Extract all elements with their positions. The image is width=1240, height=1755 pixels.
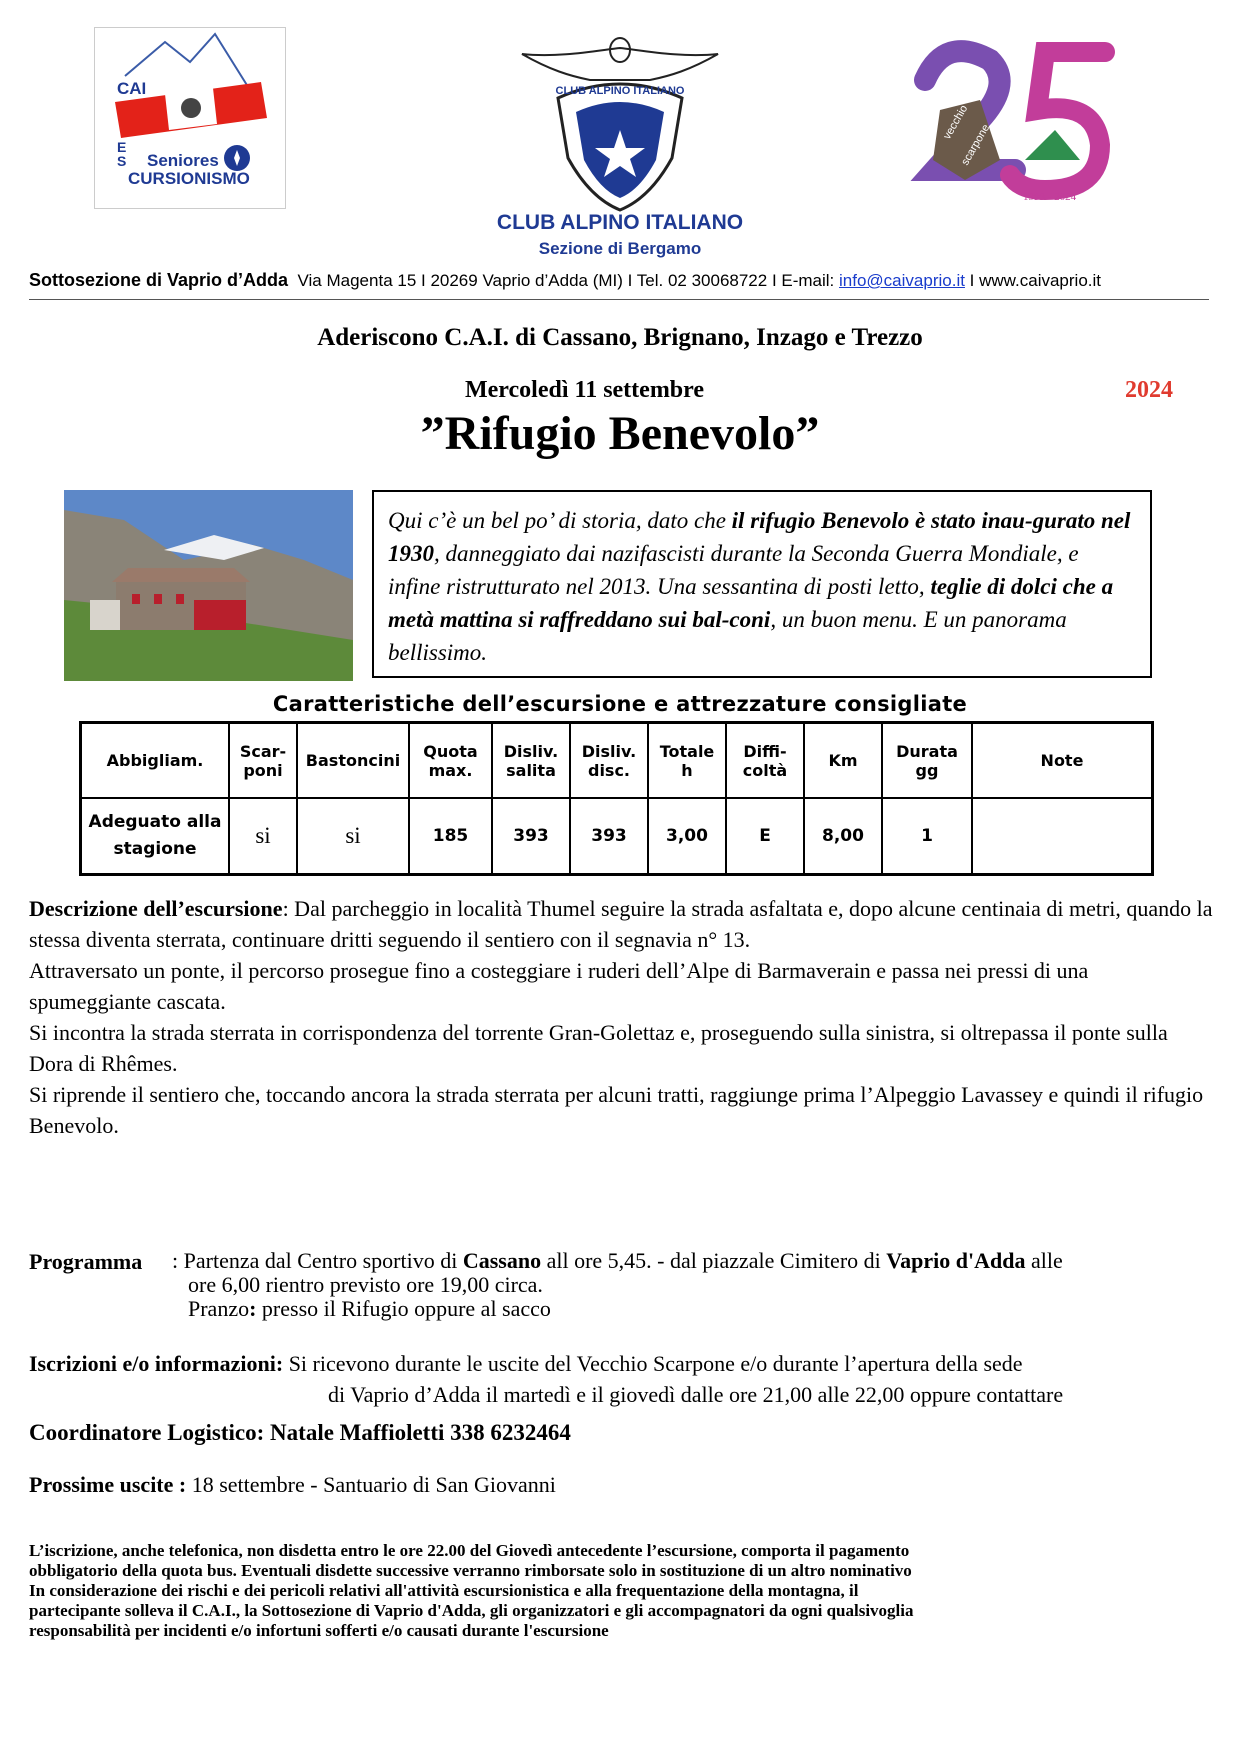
org-subtitle: Sezione di Bergamo bbox=[538, 239, 702, 258]
svg-text:scarpone: scarpone bbox=[959, 122, 993, 168]
intro-bold-1: il rifugio Benevolo è stato inau-gurato nel 1930 bbox=[388, 508, 1131, 566]
col-boots: Scar- poni bbox=[229, 723, 297, 799]
table-title: Caratteristiche dell’escursione e attrezzature consigliate bbox=[272, 692, 968, 716]
event-date: Mercoledì 11 settembre bbox=[465, 377, 705, 403]
program-line2: ore 6,00 rientro previsto ore 19,00 circa. bbox=[188, 1272, 543, 1297]
program-colon: : bbox=[172, 1248, 184, 1273]
next-label: Prossime uscite : bbox=[29, 1472, 187, 1497]
section-name: Vaprio d’Adda bbox=[167, 270, 289, 290]
intro-text-3: , un buon menu. E un panorama bellissimo. bbox=[388, 607, 1067, 665]
disclaimer-line-4: partecipante solleva il C.A.I., la Sottosezione di Vaprio d'Adda, gli organizzatori e gli accompagnatori da ogni qualsivoglia bbox=[29, 1601, 914, 1620]
features-table bbox=[79, 721, 1154, 876]
excursion-label: Descrizione dell’escursione bbox=[29, 896, 283, 921]
col-max-altitude: Quota max. bbox=[409, 723, 492, 799]
col-total-hours: Totale h bbox=[648, 723, 726, 799]
svg-text:Seniores: Seniores bbox=[147, 151, 219, 170]
intro-bold-2: teglie di dolci che a metà mattina si raffreddano sui bal-coni bbox=[388, 574, 1114, 632]
disclaimer bbox=[29, 1541, 1209, 1641]
cell-duration-days: 1 bbox=[882, 798, 972, 875]
section-prefix: Sottosezione di bbox=[29, 270, 168, 290]
adhering-sections: Aderiscono C.A.I. di Cassano, Brignano, Inzago e Trezzo bbox=[317, 324, 923, 351]
cell-notes bbox=[972, 798, 1153, 875]
disclaimer-line-2: obbligatorio della quota bus. Eventuali disdette successive verranno rimborsate solo in sostituzione di un altro nominativo bbox=[29, 1561, 912, 1580]
email-link[interactable]: info@caivaprio.it bbox=[839, 271, 965, 290]
svg-text:CLUB ALPINO ITALIANO: CLUB ALPINO ITALIANO bbox=[555, 85, 685, 97]
svg-text:S: S bbox=[117, 153, 127, 169]
program-label: Programma bbox=[29, 1249, 143, 1274]
intro-text-2: , danneggiato dai nazifascisti durante la Seconda Guerra Mondiale, e infine ristrutturato nel 2013. Una sessantina di posti letto, bbox=[388, 541, 1079, 599]
program-b1: Cassano bbox=[462, 1248, 542, 1273]
cell-difficulty: E bbox=[726, 798, 804, 875]
col-difficulty: Diffi- coltà bbox=[726, 723, 804, 799]
program-b2: Vaprio d'Adda bbox=[886, 1248, 1026, 1273]
col-clothing: Abbigliam. bbox=[81, 723, 230, 799]
next-outings bbox=[29, 1472, 556, 1498]
cell-max-altitude: 185 bbox=[409, 798, 492, 875]
cai-seniores-logo bbox=[94, 27, 286, 209]
event-year: 2024 bbox=[1125, 377, 1173, 403]
lunch-label: Pranzo bbox=[188, 1296, 250, 1321]
excursion-text-3: Si incontra la strada sterrata in corrispondenza del torrente Gran-Golettaz e, proseguendo sulla sinistra, si oltrepassa il ponte sulla Dora di Rhêmes. bbox=[29, 1020, 1168, 1076]
col-km: Km bbox=[804, 723, 882, 799]
svg-text:CAI: CAI bbox=[117, 79, 147, 98]
intro-box bbox=[372, 490, 1152, 678]
excursion-text-1: : Dal parcheggio in località Thumel seguire la strada asfaltata e, dopo alcune centinaia di metri, quando la stessa diventa sterrata, continuare dritti seguendo il sentiero con il segnavia n° 13. bbox=[29, 896, 1213, 952]
coordinator: Coordinatore Logistico: Natale Maffioletti 338 6232464 bbox=[29, 1420, 571, 1445]
registration-line2: di Vaprio d’Adda il martedì e il giovedì dalle ore 21,00 alle 22,00 oppure contattare bbox=[328, 1382, 1064, 1407]
disclaimer-line-5: responsabilità per incidenti e/o infortuni sofferti e/o causati durante l'escursione bbox=[29, 1621, 609, 1640]
excursion-text-4: Si riprende il sentiero che, toccando ancora la strada sterrata per alcuni tratti, raggiunge prima l’Alpeggio Lavassey e quindi il rifugio Benevolo. bbox=[29, 1082, 1204, 1138]
registration-label: Iscrizioni e/o informazioni: bbox=[29, 1351, 284, 1376]
next-text: 18 settembre - Santuario di San Giovanni bbox=[186, 1472, 556, 1497]
cell-clothing: Adeguato alla stagione bbox=[81, 798, 230, 875]
col-duration-days: Durata gg bbox=[882, 723, 972, 799]
excursion-text-2: Attraversato un ponte, il percorso prosegue fino a costeggiare i ruderi dell’Alpe di Barmaverain e passa nei pressi di una spumeggiante cascata. bbox=[29, 958, 1089, 1014]
svg-text:E: E bbox=[117, 139, 127, 155]
col-descent: Disliv. disc. bbox=[570, 723, 648, 799]
excursion-description bbox=[29, 893, 1214, 1141]
cell-km: 8,00 bbox=[804, 798, 882, 875]
cell-total-hours: 3,00 bbox=[648, 798, 726, 875]
lunch-text: presso il Rifugio oppure al sacco bbox=[256, 1296, 551, 1321]
contact-line bbox=[29, 270, 1219, 291]
address: Via Magenta 15 I 20269 Vaprio d’Adda (MI) I Tel. 02 30068722 I E-mail: bbox=[297, 271, 840, 290]
program-t2: all ore 5,45. - dal piazzale Cimitero di bbox=[541, 1248, 887, 1273]
org-name: CLUB ALPINO ITALIANO bbox=[496, 211, 744, 234]
table-header-row bbox=[81, 723, 1153, 799]
svg-text:1999 - 2024: 1999 - 2024 bbox=[1023, 191, 1077, 203]
lunch-colon: : bbox=[249, 1296, 257, 1321]
program-text bbox=[172, 1249, 1222, 1321]
header-divider bbox=[29, 299, 1209, 300]
intro-text-1: Qui c’è un bel po’ di storia, dato che bbox=[388, 508, 732, 533]
disclaimer-line-1: L’iscrizione, anche telefonica, non disdetta entro le ore 22.00 del Giovedì antecedente l’escursione, comporta il pagamento bbox=[29, 1541, 910, 1560]
vecchio-scarpone-25-logo bbox=[905, 40, 1120, 210]
website: I www.caivaprio.it bbox=[964, 271, 1101, 290]
disclaimer-line-3: In considerazione dei rischi e dei pericoli relativi all'attività escursionistica e alla frequentazione della montagna, il bbox=[29, 1581, 859, 1600]
cai-emblem-logo bbox=[520, 30, 720, 220]
refuge-photo bbox=[64, 490, 353, 681]
col-poles: Bastoncini bbox=[297, 723, 409, 799]
registration bbox=[29, 1348, 1229, 1410]
col-notes: Note bbox=[972, 723, 1153, 799]
svg-text:CURSIONISMO: CURSIONISMO bbox=[128, 169, 250, 188]
cell-boots: si bbox=[229, 798, 297, 875]
page-title: ”Rifugio Benevolo” bbox=[420, 407, 820, 460]
table-row bbox=[81, 798, 1153, 875]
program-t1: Partenza dal Centro sportivo di bbox=[183, 1248, 463, 1273]
program-t3: alle bbox=[1025, 1248, 1063, 1273]
cell-descent: 393 bbox=[570, 798, 648, 875]
registration-line1: Si ricevono durante le uscite del Vecchio Scarpone e/o durante l’apertura della sede bbox=[283, 1351, 1023, 1376]
cell-ascent: 393 bbox=[492, 798, 570, 875]
cell-poles: si bbox=[297, 798, 409, 875]
col-ascent: Disliv. salita bbox=[492, 723, 570, 799]
svg-text:vecchio: vecchio bbox=[941, 103, 971, 142]
